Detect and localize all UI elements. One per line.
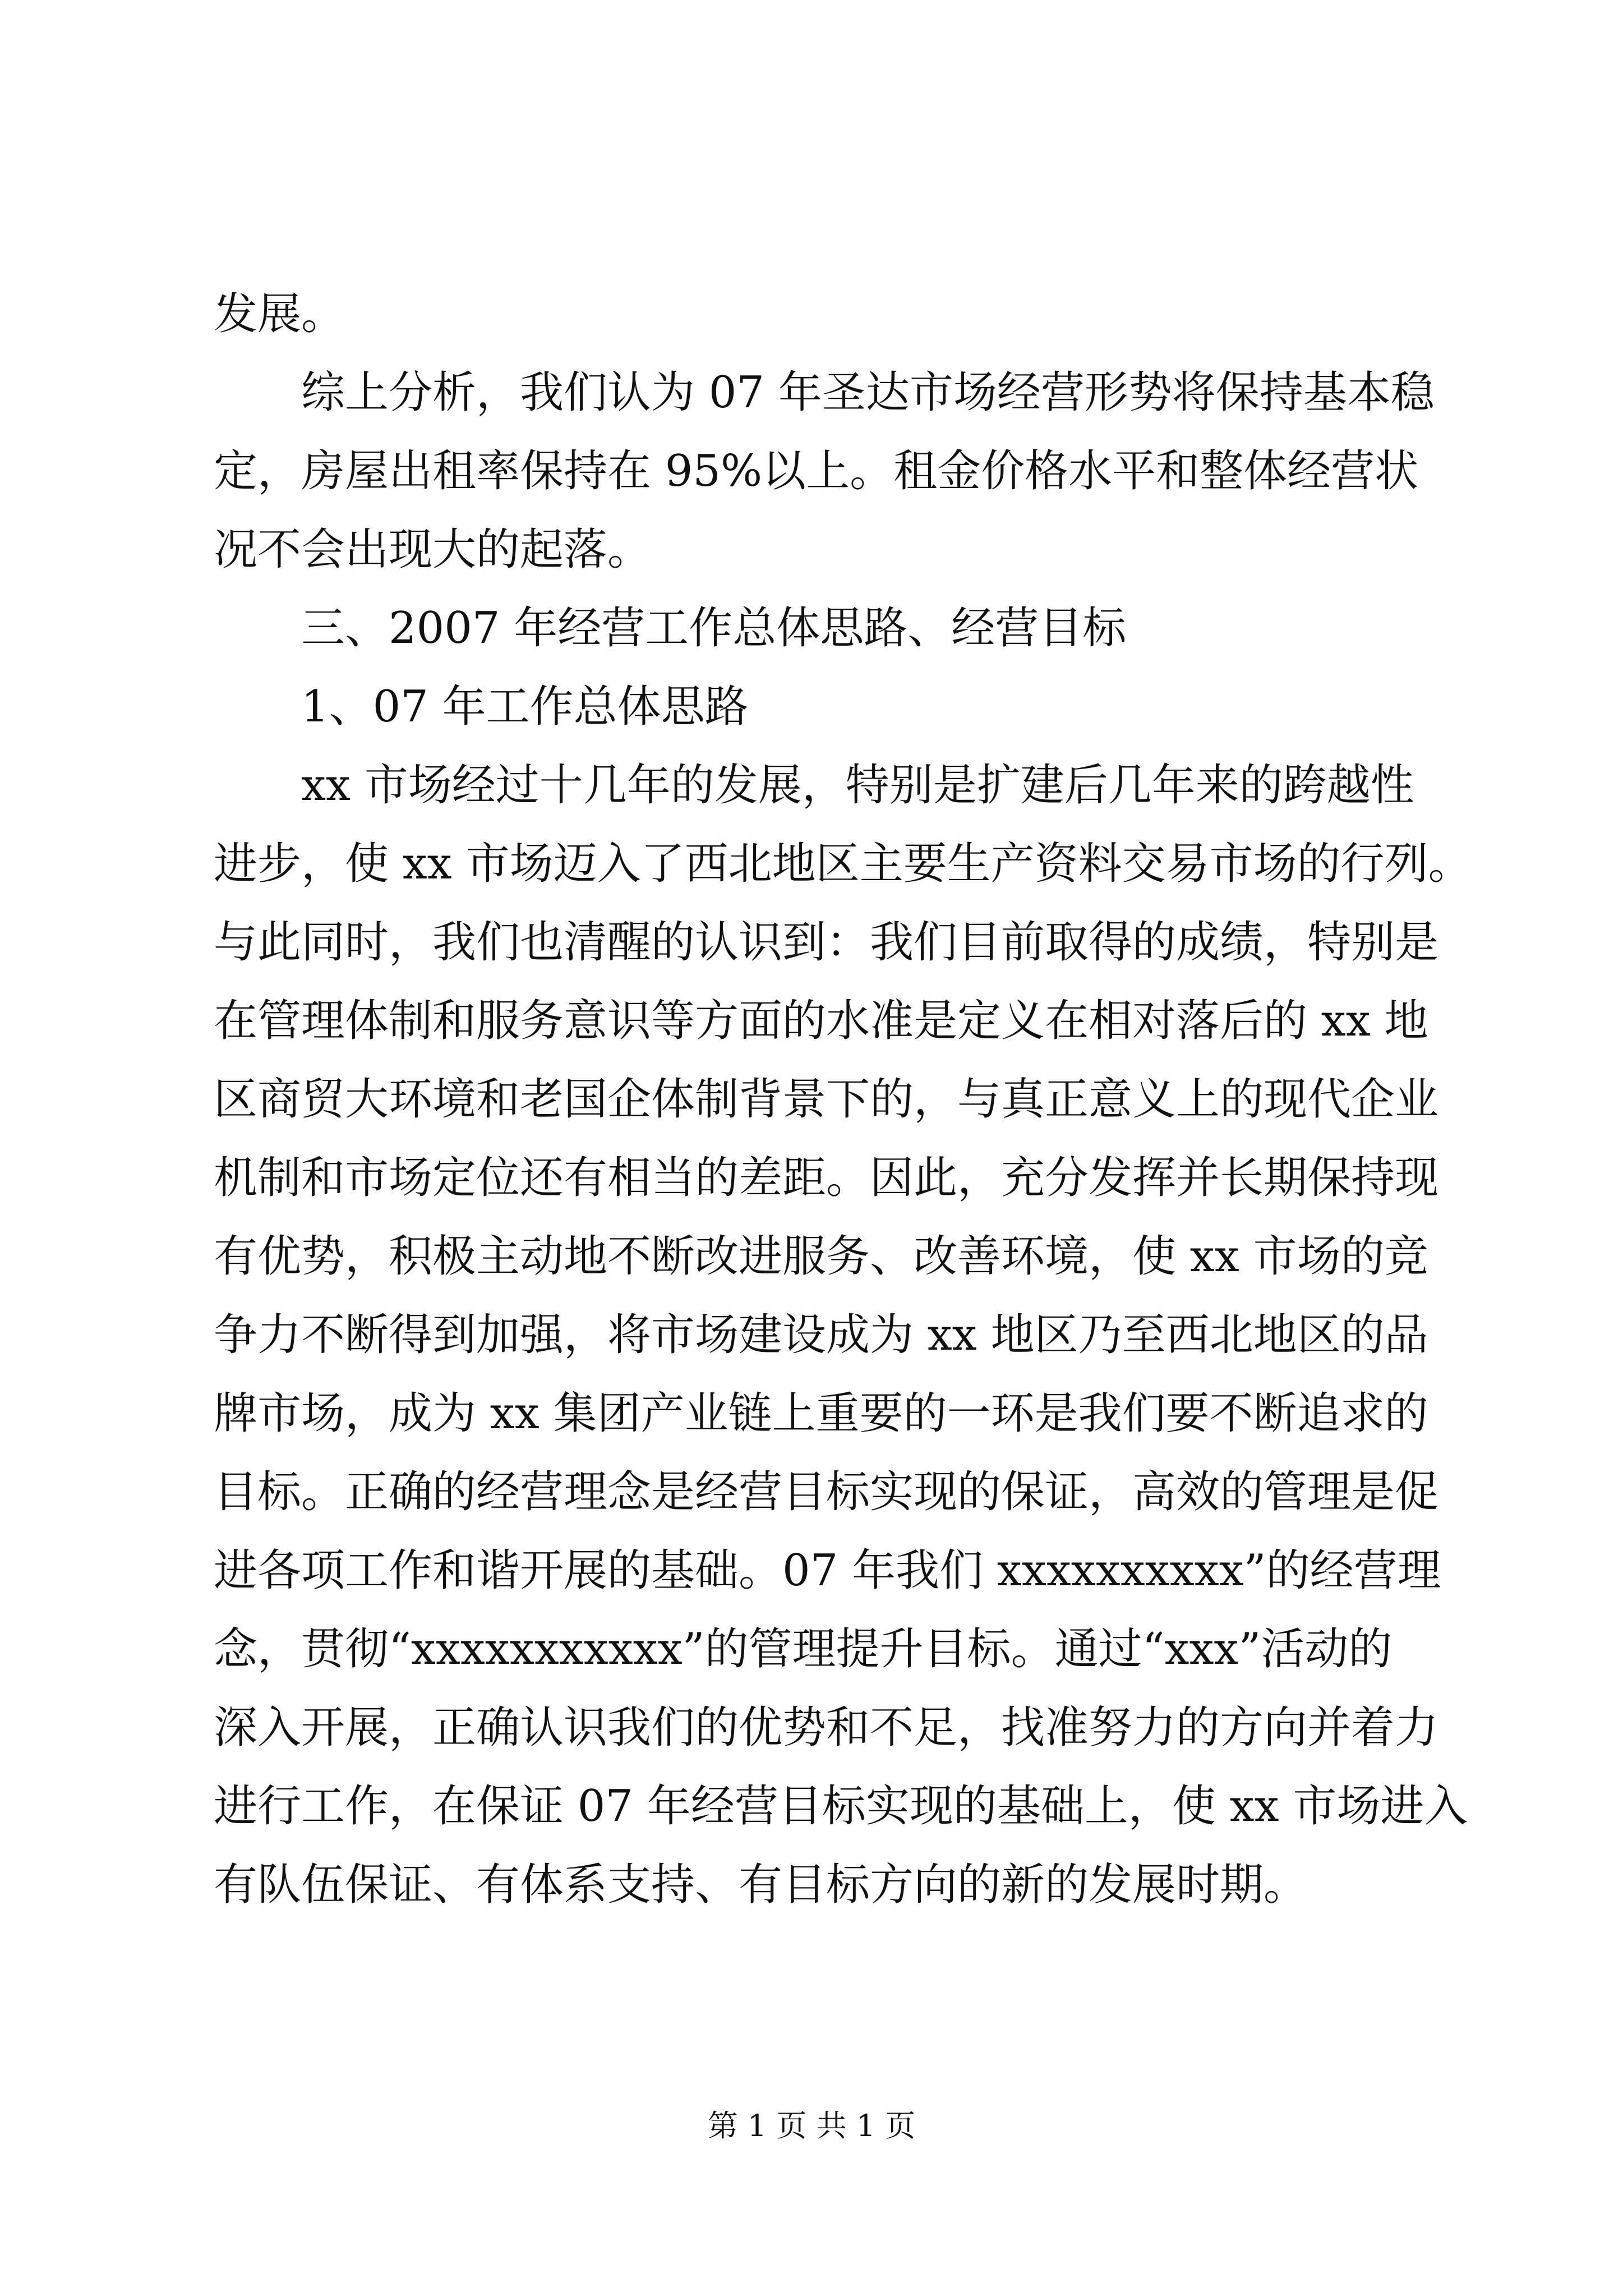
body-line: xx 市场经过十几年的发展，特别是扩建后几年来的跨越性 [301,760,1414,811]
body-line: 与此同时，我们也清醒的认识到：我们目前取得的成绩，特别是 [214,917,1439,968]
body-line: 牌市场，成为 xx 集团产业链上重要的一环是我们要不断追求的 [214,1388,1428,1439]
body-line: 进各项工作和谐开展的基础。07 年我们 xxxxxxxxxx”的经营理 [214,1545,1441,1596]
body-line: 进行工作，在保证 07 年经营目标实现的基础上，使 xx 市场进入 [214,1781,1468,1832]
body-line: 机制和市场定位还有相当的差距。因此，充分发挥并长期保持现 [214,1153,1439,1203]
body-line: 争力不断得到加强，将市场建设成为 xx 地区乃至西北地区的品 [214,1310,1428,1360]
body-line: 定，房屋出租率保持在 95%以上。租金价格水平和整体经营状 [214,446,1419,496]
body-line: 区商贸大环境和老国企体制背景下的，与真正意义上的现代企业 [214,1074,1439,1125]
body-line: 有队伍保证、有体系支持、有目标方向的新的发展时期。 [214,1860,1308,1910]
body-line: 在管理体制和服务意识等方面的水准是定义在相对落后的 xx 地 [214,996,1428,1046]
body-line: 目标。正确的经营理念是经营目标实现的保证，高效的管理是促 [214,1467,1439,1517]
body-line: 综上分析，我们认为 07 年圣达市场经营形势将保持基本稳 [301,367,1435,418]
body-line: 有优势，积极主动地不断改进服务、改善环境，使 xx 市场的竞 [214,1231,1428,1282]
body-line: 念，贯彻“xxxxxxxxxxx”的管理提升目标。通过“xxx”活动的 [214,1624,1393,1674]
page-number-footer: 第 1 页 共 1 页 [707,2108,916,2143]
body-line: 深入开展，正确认识我们的优势和不足，找准努力的方向并着力 [214,1703,1439,1753]
section-heading: 三、2007 年经营工作总体思路、经营目标 [301,603,1127,654]
document-body [214,275,1472,1924]
subsection-heading: 1、07 年工作总体思路 [301,682,749,732]
body-line: 发展。 [214,289,345,339]
body-line: 况不会出现大的起落。 [214,524,652,575]
body-line: 进步，使 xx 市场迈入了西北地区主要生产资料交易市场的行列。 [214,839,1472,889]
